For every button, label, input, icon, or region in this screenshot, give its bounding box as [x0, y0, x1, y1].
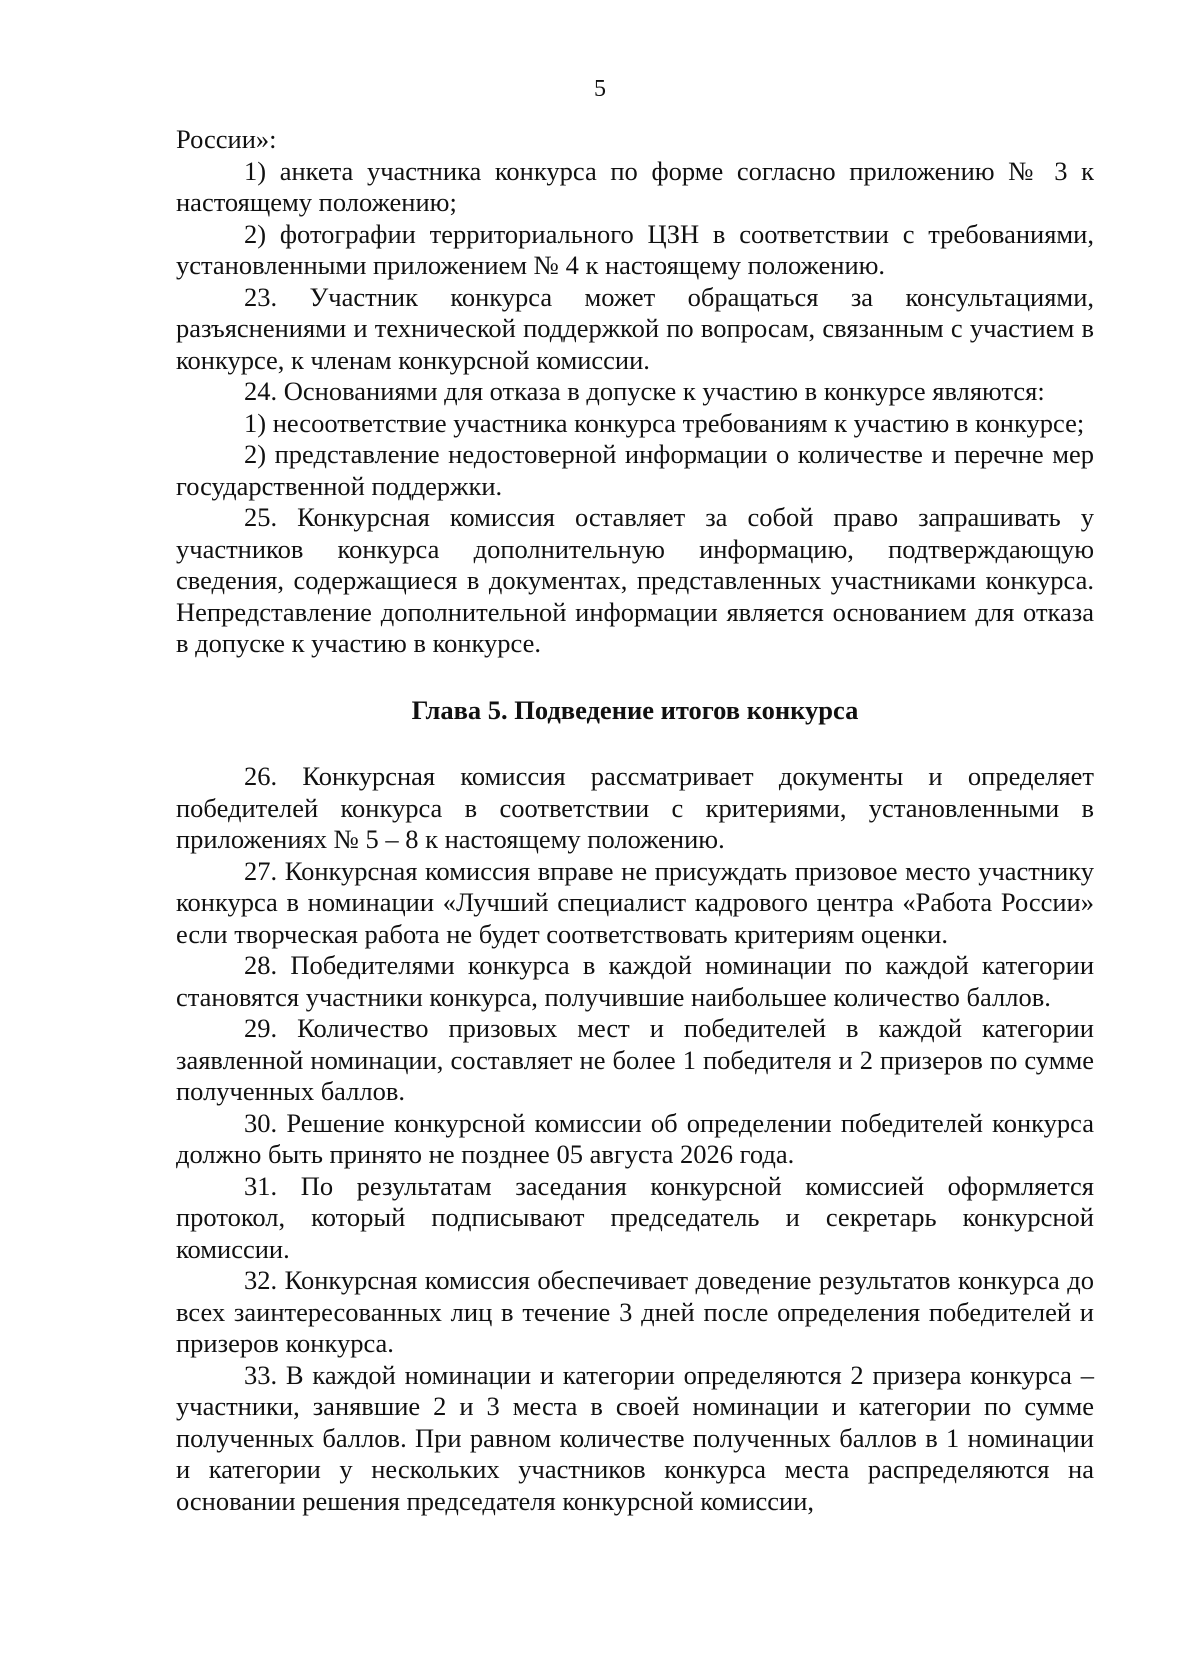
- paragraph-item: 30. Решение конкурсной комиссии об определении победителей конкурса должно быть принято не позднее 05 августа 2026 года.: [176, 1107, 1094, 1169]
- paragraph-item: 23. Участник конкурса может обращаться за консультациями, разъяснениями и технической поддержкой по вопросам, связанным с участием в конкурсе, к членам конкурсной комиссии.: [176, 281, 1094, 375]
- document-body: [176, 124, 1094, 1517]
- paragraph-item: 29. Количество призовых мест и победителей в каждой категории заявленной номинации, составляет не более 1 победителя и 2 призеров по сумме полученных баллов.: [176, 1013, 1094, 1106]
- paragraph-item: 33. В каждой номинации и категории определяются 2 призера конкурса – участники, занявшие 2 и 3 места в своей номинации и категории по сумме полученных баллов. При равном количестве полученных баллов в 1 номинации и категории у нескольких участников конкурса места распределяются на основании решения председателя конкурсной комиссии,: [176, 1359, 1094, 1516]
- page-number: 5: [594, 76, 606, 102]
- paragraph-item: 1) анкета участника конкурса по форме согласно приложению № 3 к настоящему положению;: [176, 155, 1094, 217]
- paragraph-item: 32. Конкурсная комиссия обеспечивает доведение результатов конкурса до всех заинтересованных лиц в течение 3 дней после определения победителей и призеров конкурса.: [176, 1265, 1094, 1358]
- paragraph-item: 1) несоответствие участника конкурса требованиям к участию в конкурсе;: [244, 407, 1085, 438]
- paragraph-continuation: России»:: [176, 124, 277, 154]
- chapter-heading: Глава 5. Подведение итогов конкурса: [411, 694, 859, 725]
- paragraph-item: 27. Конкурсная комиссия вправе не присуждать призовое место участнику конкурса в номинации «Лучший специалист кадрового центра «Работа России» если творческая работа не будет соответствовать критериям оценки.: [176, 855, 1094, 949]
- paragraph-item: 26. Конкурсная комиссия рассматривает документы и определяет победителей конкурса в соответствии с критериями, установленными в приложениях № 5 – 8 к настоящему положению.: [176, 761, 1094, 854]
- paragraph-item: 25. Конкурсная комиссия оставляет за собой право запрашивать у участников конкурса дополнительную информацию, подтверждающую сведения, содержащиеся в документах, представленных участниками конкурса. Непредставление дополнительной информации является основанием для отказа в допуске к участию в конкурсе.: [176, 502, 1094, 658]
- paragraph-item: 28. Победителями конкурса в каждой номинации по каждой категории становятся участники конкурса, получившие наибольшее количество баллов.: [176, 950, 1094, 1012]
- paragraph-item: 31. По результатам заседания конкурсной комиссией оформляется протокол, который подписывают председатель и секретарь конкурсной комиссии.: [176, 1170, 1094, 1264]
- paragraph-item: 2) фотографии территориального ЦЗН в соответствии с требованиями, установленными приложением № 4 к настоящему положению.: [176, 218, 1094, 280]
- paragraph-item: 2) представление недостоверной информации о количестве и перечне мер государственной поддержки.: [176, 439, 1094, 501]
- paragraph-item: 24. Основаниями для отказа в допуске к участию в конкурсе являются:: [244, 376, 1045, 406]
